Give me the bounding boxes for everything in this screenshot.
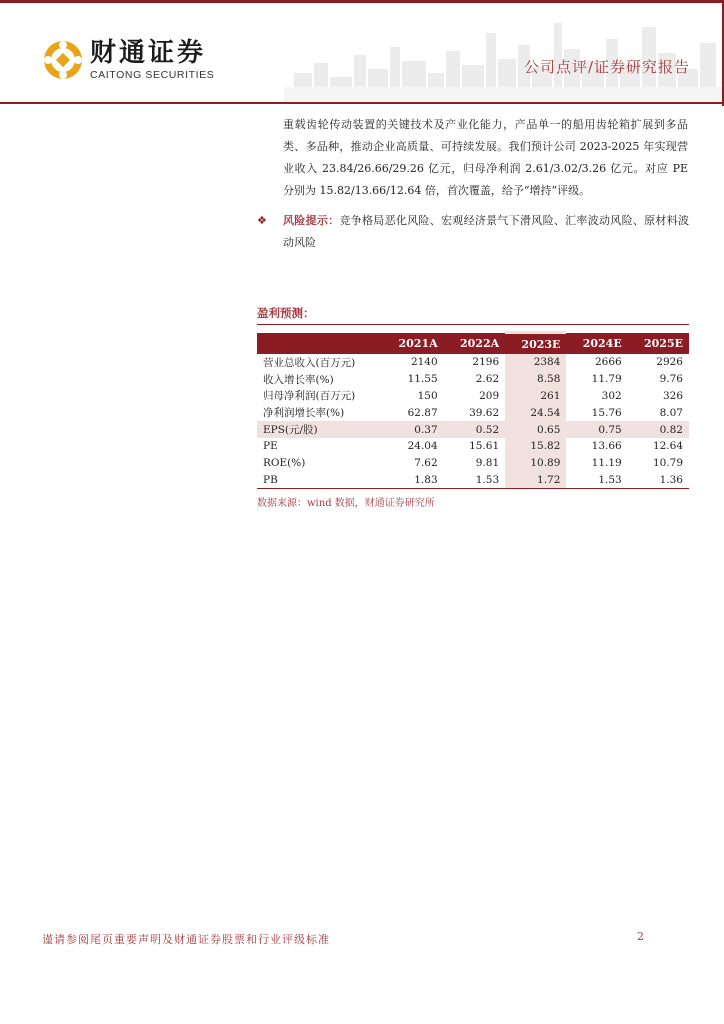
- data-source-note: 数据来源：wind 数据，财通证券研究所: [257, 498, 435, 510]
- table-cell: 2140: [410, 356, 438, 369]
- table-row: [257, 438, 689, 455]
- table-cell: 2.62: [475, 373, 500, 386]
- row-label: PB: [257, 472, 382, 489]
- table-row: [257, 455, 689, 472]
- table-cell: 1.83: [382, 472, 443, 489]
- table-cell: 2196: [472, 356, 500, 369]
- column-header: 2021A: [382, 333, 443, 355]
- table-cell: 209: [479, 389, 500, 402]
- row-label: ROE(%): [263, 457, 306, 470]
- table-cell: 1.72: [505, 472, 566, 489]
- table-cell: 12.64: [652, 440, 683, 453]
- header-rule: [0, 102, 724, 104]
- row-label: 归母净利润(百万元): [263, 390, 356, 403]
- table-cell: 11.79: [591, 373, 622, 386]
- company-logo: [42, 39, 214, 81]
- table-cell: 2666: [594, 356, 622, 369]
- risk-label: 风险提示：: [283, 214, 340, 227]
- table-cell: 0.82: [628, 421, 689, 438]
- logo-chinese-name: 财通证券: [90, 38, 207, 68]
- table-cell: 0.37: [382, 421, 443, 438]
- earnings-forecast: [257, 305, 689, 509]
- table-row: [257, 371, 689, 388]
- risk-text: 竞争格局恶化风险、宏观经济景气下滑风险、汇率波动风险、原材料波动风险: [283, 214, 690, 249]
- table-cell: 8.07: [659, 406, 683, 419]
- table-row: [257, 354, 689, 371]
- table-cell: 326: [662, 389, 683, 402]
- table-cell: 15.61: [469, 440, 500, 453]
- table-cell: 11.19: [591, 457, 622, 470]
- logo-english-name: CAITONG SECURITIES: [90, 69, 215, 81]
- report-type-label: 公司点评/证券研究报告: [523, 58, 690, 76]
- page-header: [0, 3, 724, 103]
- table-cell: 150: [417, 389, 438, 402]
- risk-warning: [257, 210, 689, 254]
- table-cell: 10.79: [652, 457, 683, 470]
- table-row: [257, 388, 689, 405]
- table-row: [257, 472, 689, 489]
- table-cell: 11.55: [407, 373, 438, 386]
- table-cell: 8.58: [505, 371, 566, 388]
- page-number: 2: [637, 930, 644, 943]
- table-cell: 0.65: [505, 421, 566, 438]
- table-cell: 2926: [656, 356, 683, 369]
- table-row: [257, 404, 689, 421]
- diamond-bullet-icon: ❖: [257, 214, 267, 227]
- row-label: 净利润增长率(%): [263, 407, 345, 420]
- table-cell: 302: [601, 389, 622, 402]
- table-cell: 9.76: [659, 373, 683, 386]
- table-cell: 24.04: [407, 440, 438, 453]
- table-cell: 261: [505, 388, 566, 405]
- table-cell: 9.81: [475, 457, 500, 470]
- table-cell: 24.54: [505, 404, 566, 421]
- table-cell: 1.53: [444, 472, 505, 489]
- column-header: 2024E: [566, 333, 627, 355]
- table-cell: 15.76: [591, 406, 622, 419]
- summary-paragraph: 重载齿轮传动装置的关键技术及产业化能力，产品单一的船用齿轮箱扩展到多品类、多品种，推动企业高质量、可持续发展。我们预计公司 2023-2025 年实现营业收入 23.84/26.66/29.26 亿元，归母净利润 2.61/3.02/3.26 亿元。对应 PE 分别为 15.82/13.66/12.64 倍，首次覆盖，给予“增持”评级。: [283, 118, 688, 197]
- row-label: 收入增长率(%): [263, 373, 334, 386]
- table-cell: 1.36: [628, 472, 689, 489]
- table-cell: 62.87: [407, 406, 438, 419]
- forecast-table: [257, 331, 689, 489]
- table-row: [257, 421, 689, 438]
- table-header-row: [257, 333, 689, 355]
- column-header: [257, 333, 382, 355]
- forecast-title: 盈利预测：: [257, 305, 689, 325]
- row-label: PE: [263, 440, 278, 453]
- table-cell: 39.62: [469, 406, 500, 419]
- table-cell: 15.82: [505, 438, 566, 455]
- table-cell: 1.53: [566, 472, 627, 489]
- caitong-logo-icon: [42, 39, 84, 81]
- row-label: 营业总收入(百万元): [263, 356, 356, 369]
- footer-disclaimer: 谨请参阅尾页重要声明及财通证券股票和行业评级标准: [42, 933, 330, 946]
- table-cell: 7.62: [414, 457, 438, 470]
- row-label: EPS(元/股): [257, 421, 382, 438]
- column-header: 2023E: [505, 333, 566, 355]
- table-cell: 0.75: [566, 421, 627, 438]
- column-header: 2022A: [444, 333, 505, 355]
- city-skyline-graphic: [284, 3, 724, 103]
- table-cell: 0.52: [444, 421, 505, 438]
- table-cell: 10.89: [505, 455, 566, 472]
- table-cell: 2384: [505, 354, 566, 371]
- table-cell: 13.66: [591, 440, 622, 453]
- column-header: 2025E: [628, 333, 689, 355]
